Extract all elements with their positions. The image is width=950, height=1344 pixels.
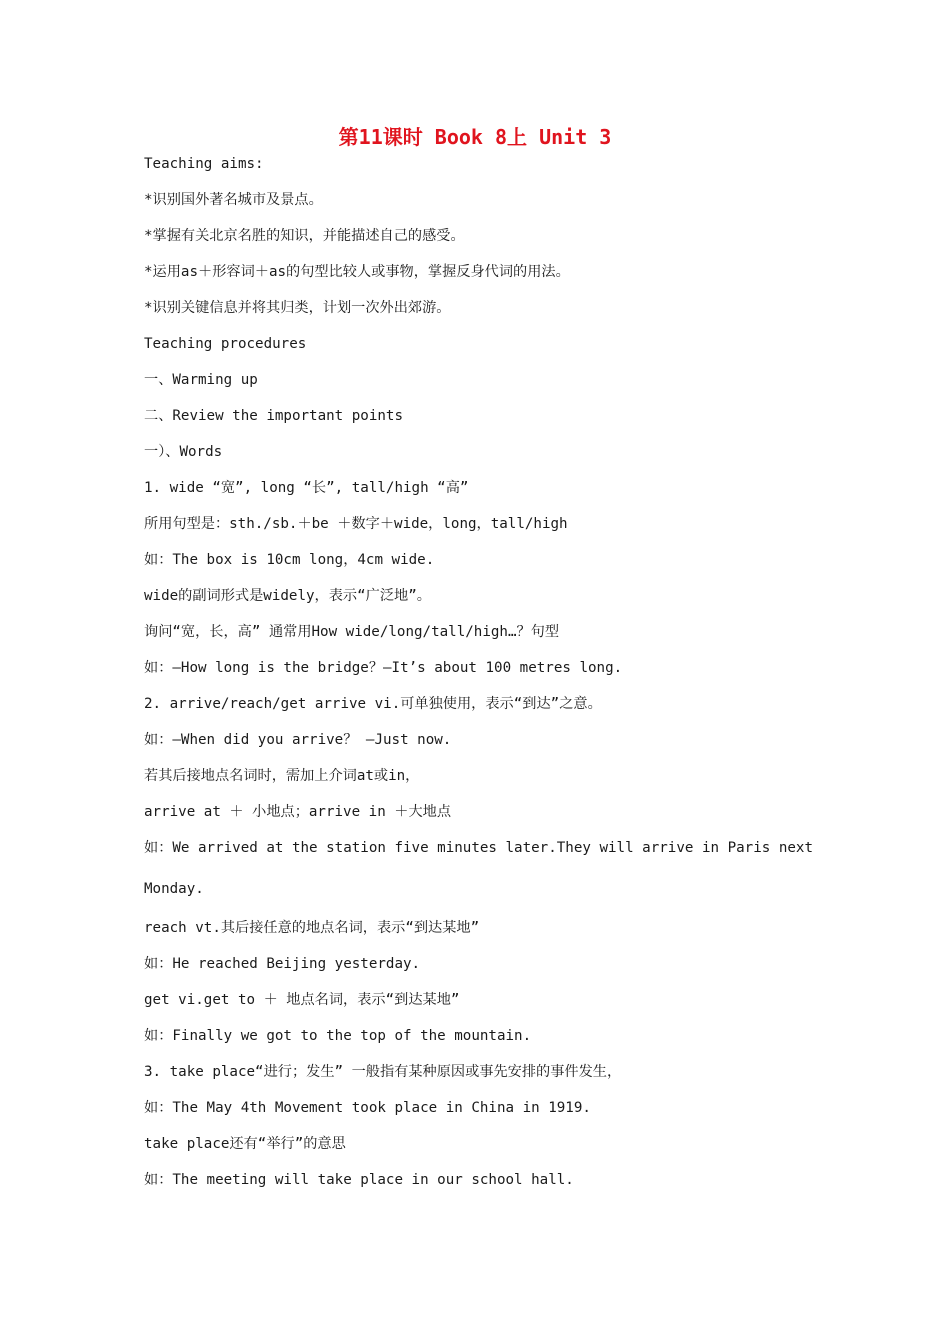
text-line: arrive at ＋ 小地点；arrive in ＋大地点 [144, 804, 452, 820]
text-line: 如：The meeting will take place in our school hall. [144, 1172, 574, 1188]
text-line: *掌握有关北京名胜的知识，并能描述自己的感受。 [144, 228, 465, 244]
text-line: 若其后接地点名词时，需加上介词at或in， [144, 768, 420, 784]
text-line: 2. arrive/reach/get arrive vi.可单独使用，表示“到达”之意。 [144, 696, 602, 712]
text-line: get vi.get to ＋ 地点名词，表示“到达某地” [144, 992, 460, 1008]
text-line: 二、Review the important points [144, 408, 403, 424]
text-line: *识别国外著名城市及景点。 [144, 192, 323, 208]
text-line: 3. take place“进行；发生” 一般指有某种原因或事先安排的事件发生， [144, 1064, 622, 1080]
text-line: 如：—How long is the bridge？—It’s about 100 metres long. [144, 660, 623, 676]
text-line: 一）、Words [144, 444, 223, 460]
text-line: 如：The May 4th Movement took place in China in 1919. [144, 1100, 591, 1116]
text-line: 1. wide “宽”, long “长”, tall/high “高” [144, 480, 469, 496]
text-line: take place还有“举行”的意思 [144, 1136, 346, 1152]
text-line: 所用句型是：sth./sb.＋be ＋数字＋wide，long，tall/high [144, 516, 568, 532]
page-title: 第11课时 Book 8上 Unit 3 [338, 125, 612, 149]
text-line: 一、Warming up [144, 372, 258, 388]
text-line: Teaching aims: [144, 156, 264, 172]
text-line: *运用as＋形容词＋as的句型比较人或事物，掌握反身代词的用法。 [144, 264, 570, 280]
document-body [144, 146, 824, 1198]
text-line: 询问“宽，长，高” 通常用How wide/long/tall/high…？句型 [144, 624, 560, 640]
text-line: Teaching procedures [144, 336, 307, 352]
text-line: wide的副词形式是widely，表示“广泛地”。 [144, 588, 431, 604]
text-line: 如：—When did you arrive？ —Just now. [144, 732, 452, 748]
text-line: 如：He reached Beijing yesterday. [144, 956, 421, 972]
text-line: 如：Finally we got to the top of the mountain. [144, 1028, 532, 1044]
text-line: *识别关键信息并将其归类，计划一次外出郊游。 [144, 300, 451, 316]
text-line: reach vt.其后接任意的地点名词，表示“到达某地” [144, 920, 480, 936]
text-line: 如：We arrived at the station five minutes later.They will arrive in Paris next Monday. [144, 840, 813, 897]
text-line: 如：The box is 10cm long，4cm wide. [144, 552, 435, 568]
